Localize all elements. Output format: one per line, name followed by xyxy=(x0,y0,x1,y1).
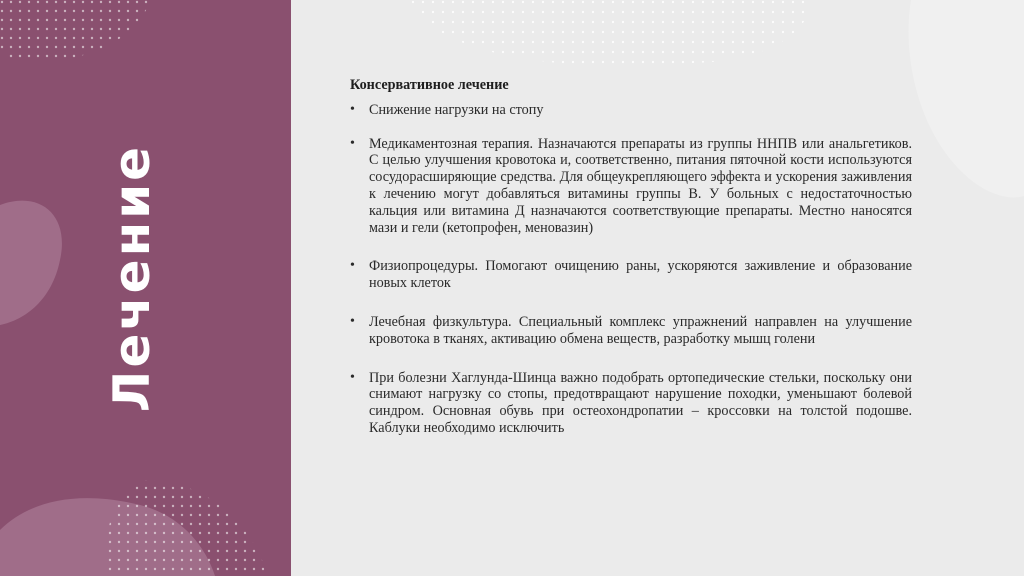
list-item-text: Медикаментозная терапия. Назначаются препараты из группы ННПВ или анальгетиков. С целью улучшения кровотока и, соответственно, питания пяточной кости используются сосудорасширяющие средства. Для общеукрепляющего эффекта и ускорения заживления к лечению могут добавляться витамины группы В. У больных с недостаточностью кальция или витамина Д назначаются соответствующие препараты. Местно наносятся мази и гели (кетопрофен, меновазин) xyxy=(369,135,912,236)
list-item xyxy=(350,314,912,348)
dots-bottom xyxy=(106,480,266,576)
vertical-title-text: Лечение xyxy=(103,143,162,413)
bullet-icon: • xyxy=(350,258,355,274)
panel-blob-shape xyxy=(0,201,62,325)
bullet-list xyxy=(350,102,912,437)
list-item xyxy=(350,102,912,119)
list-item-text: При болезни Хаглунда-Шинца важно подобрать ортопедические стельки, поскольку они снимают нагрузку со стопы, предотвращают нарушение походки, уменьшают болевой синдром. Основная обувь при остеохондропатии – кроссовки на толстой подошве. Каблуки необходимо исключить xyxy=(369,369,912,436)
list-item xyxy=(350,370,912,437)
list-item xyxy=(350,136,912,237)
bullet-icon: • xyxy=(350,135,355,151)
section-title: Консервативное лечение xyxy=(350,77,509,93)
light-blob-right xyxy=(909,0,1024,197)
list-item-text: Снижение нагрузки на стопу xyxy=(369,101,544,118)
list-item xyxy=(350,258,912,292)
bullet-icon: • xyxy=(350,369,355,385)
dots-top-left xyxy=(0,0,150,62)
bullet-icon: • xyxy=(350,313,355,329)
dots-top xyxy=(411,0,811,66)
content-area xyxy=(350,77,912,459)
bullet-icon: • xyxy=(350,101,355,117)
list-item-text: Физиопроцедуры. Помогают очищению раны, ускоряются заживление и образование новых клеток xyxy=(369,258,912,292)
left-accent-panel xyxy=(0,0,291,576)
list-item-text: Лечебная физкультура. Специальный комплекс упражнений направлен на улучшение кровотока в тканях, активацию обмена веществ, разработку мышц голени xyxy=(369,313,912,347)
vertical-title xyxy=(100,143,164,413)
